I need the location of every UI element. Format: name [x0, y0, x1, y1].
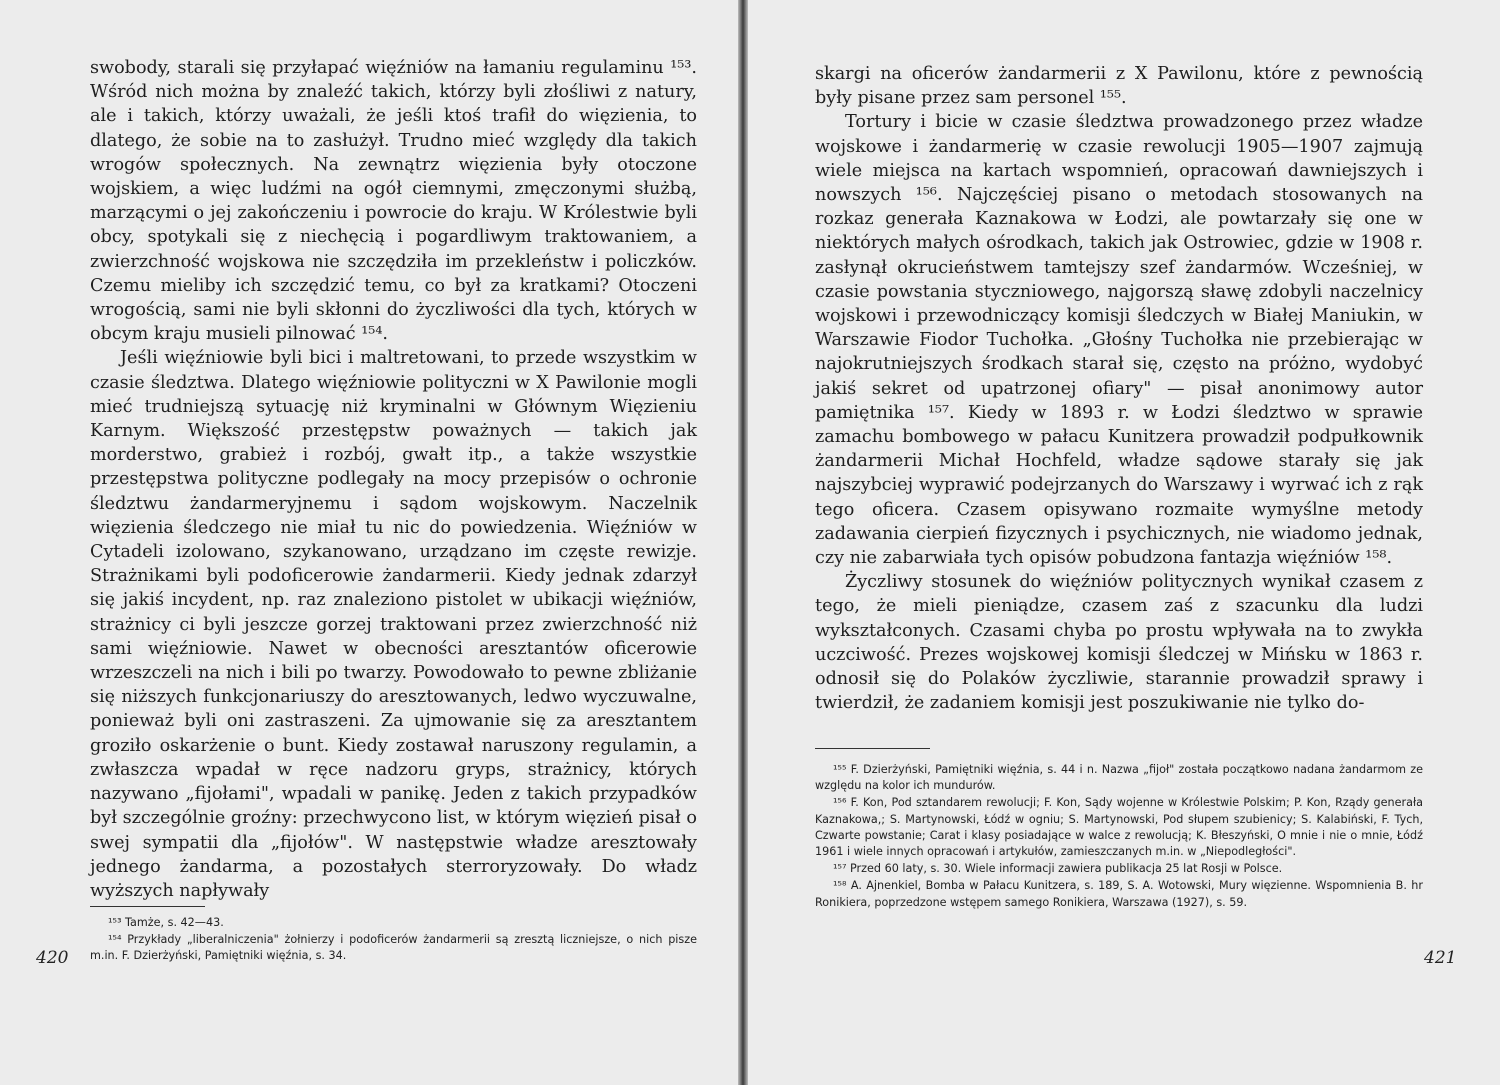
footnote-rule — [815, 748, 930, 749]
left-body-text — [90, 56, 697, 903]
paragraph: skargi na oficerów żandarmerii z X Pawilonu, które z pewnością były pisane przez sam personel ¹⁵⁵. — [815, 64, 1423, 109]
book-gutter — [738, 0, 748, 1085]
paragraph: swobody, starali się przyłapać więźniów na łamaniu regulaminu ¹⁵³. Wśród nich można by znaleźć takich, którzy byli złośliwi z natury, ale i takich, którzy uważali, że jeśli ktoś trafił do więzienia, to dlatego, że sobie na to zasłużył. Trudno mieć względy dla takich wrogów społecznych. Na zewnątrz więzienia były otoczone wojskiem, a więc ludźmi na ogół ciemnymi, zmęczonymi służbą, marzącymi o jej zakończeniu i powrocie do kraju. W Królestwie byli obcy, spotykali się z niechęcią i pogardliwym traktowaniem, a zwierzchność wojskowa nie szczędziła im przekleństw i policzków. Czemu mieliby ich szczędzić temu, co był za kratkami? Otoczeni wrogością, sami nie byli skłonni do życzliwości dla tych, których w obcym kraju musieli pilnować ¹⁵⁴. — [90, 58, 697, 345]
footnote: ¹⁵³ Tamże, s. 42—43. — [108, 916, 224, 929]
right-body-text — [815, 62, 1423, 715]
footnote: ¹⁵⁴ Przykłady „liberalniczenia" żołnierzy i podoficerów żandarmerii są zresztą liczniejsze, o nich pisze m.in. F. Dzierżyński, Pamiętniki więźnia, s. 34. — [90, 933, 697, 963]
page-number: 421 — [1424, 948, 1457, 968]
left-page — [0, 0, 738, 1085]
footnote: ¹⁵⁵ F. Dzierżyński, Pamiętniki więźnia, s. 44 i n. Nazwa „fijoł" została początkowo nadana żandarmom ze względu na kolor ich mundurów. — [815, 763, 1423, 793]
footnote-rule — [90, 906, 205, 907]
paragraph: Tortury i bicie w czasie śledztwa prowadzonego przez władze wojskowe i żandarmerię w czasie rewolucji 1905—1907 zajmują wiele miejsca na kartach wspomnień, opracowań dawniejszych i nowszych ¹⁵⁶. Najczęściej pisano o metodach stosowanych na rozkaz generała Kaznakowa w Łodzi, ale powtarzały się one w niektórych małych ośrodkach, takich jak Ostrowiec, gdzie w 1908 r. zasłynął okrucieństwem tamtejszy szef żandarmów. Wcześniej, w czasie powstania styczniowego, najgorszą sławę zdobyli naczelnicy wojskowi i przewodniczący komisji śledczych w Białej Maniukin, w Warszawie Fiodor Tuchołka. „Głośny Tuchołka nie przebierając w najokrutniejszych środkach starał się, często na próżno, wydobyć jakiś sekret od upatrzonej ofiary" — pisał anonimowy autor pamiętnika ¹⁵⁷. Kiedy w 1893 r. w Łodzi śledztwo w sprawie zamachu bombowego w pałacu Kunitzera prowadził podpułkownik żandarmerii Michał Hochfeld, władze sądowe starały się jak najszybciej wyprawić podejrzanych do Warszawy i wyrwać ich z rąk tego oficera. Czasem opisywano rozmaite wymyślne metody zadawania cierpień fizycznych i psychicznych, nie wiadomo jednak, czy nie zabarwiała tych opisów pobudzona fantazja więźniów ¹⁵⁸. — [815, 112, 1423, 569]
footnote: ¹⁵⁷ Przed 60 laty, s. 30. Wiele informacji zawiera publikacja 25 lat Rosji w Polsce. — [833, 862, 1283, 876]
page-number: 420 — [36, 948, 69, 968]
paragraph: Życzliwy stosunek do więźniów politycznych wynikał czasem z tego, że mieli pieniądze, czasem zaś z szacunku dla ludzi wykształconych. Czasami chyba po prostu wpływała na to zwykła uczciwość. Prezes wojskowej komisji śledczej w Mińsku w 1863 r. odnosił się do Polaków życzliwie, starannie prowadził sprawy i twierdził, że zadaniem komisji jest poszukiwanie nie tylko do- — [815, 572, 1423, 714]
right-page — [748, 0, 1500, 1085]
footnote: ¹⁵⁶ F. Kon, Pod sztandarem rewolucji; F. Kon, Sądy wojenne w Królestwie Polskim; P. Kon, Rządy generała Kaznakowa,; S. Martynowski, Łódź w ogniu; S. Martynowski, Pod słupem szubienicy; S. Kalabiński, F. Tych, Czwarte powstanie; Carat i klasy posiadające w walce z rewolucją; K. Błeszyński, O mnie i nie o mnie, Łódź 1961 i wiele innych opracowań i artykułów, zamieszczanych m.in. w „Niepodległości". — [815, 796, 1423, 859]
left-footnotes — [90, 915, 697, 966]
footnote: ¹⁵⁸ A. Ajnenkiel, Bomba w Pałacu Kunitzera, s. 189, S. A. Wotowski, Mury więzienne. Wspomnienia B. hr Ronikiera, poprzedzone wstępem samego Ronikiera, Warszawa (1927), s. 59. — [815, 879, 1423, 909]
right-footnotes — [815, 762, 1423, 912]
paragraph: Jeśli więźniowie byli bici i maltretowani, to przede wszystkim w czasie śledztwa. Dlatego więźniowie polityczni w X Pawilonie mogli mieć trudniejszą sytuację niż kryminalni w Głównym Więzieniu Karnym. Większość przestępstw poważnych — takich jak morderstwo, grabież i rozbój, gwałt itp., a także wszystkie przestępstwa polityczne podlegały na mocy przepisów o ochronie śledztwu żandarmeryjnemu i sądom wojskowym. Naczelnik więzienia śledczego nie miał tu nic do powiedzenia. Więźniów w Cytadeli izolowano, szykanowano, urządzano im częste rewizje. Strażnikami byli podoficerowie żandarmerii. Kiedy jednak zdarzył się jakiś incydent, np. raz znaleziono pistolet w ubikacji więźniów, strażnicy ci byli jeszcze gorzej traktowani przez zwierzchność niż sami więźniowie. Nawet w obecności aresztantów oficerowie wrzeszczeli na nich i bili po twarzy. Powodowało to pewne zbliżanie się niższych funkcjonariuszy do aresztowanych, ledwo wyczuwalne, ponieważ byli oni zastraszeni. Za ujmowanie się za aresztantem groziło oskarżenie o bunt. Kiedy zostawał naruszony regulamin, a zwłaszcza wpadał w ręce nadzoru gryps, strażnicy, których nazywano „fijołami", wpadali w panikę. Jeden z takich przypadków był szczególnie groźny: przechwycono list, w którym więzień pisał o swej sympatii dla „fijołów". W następstwie władze aresztowały jednego żandarma, a pozostałych sterroryzowały. Do władz wyższych napływały — [90, 348, 697, 901]
